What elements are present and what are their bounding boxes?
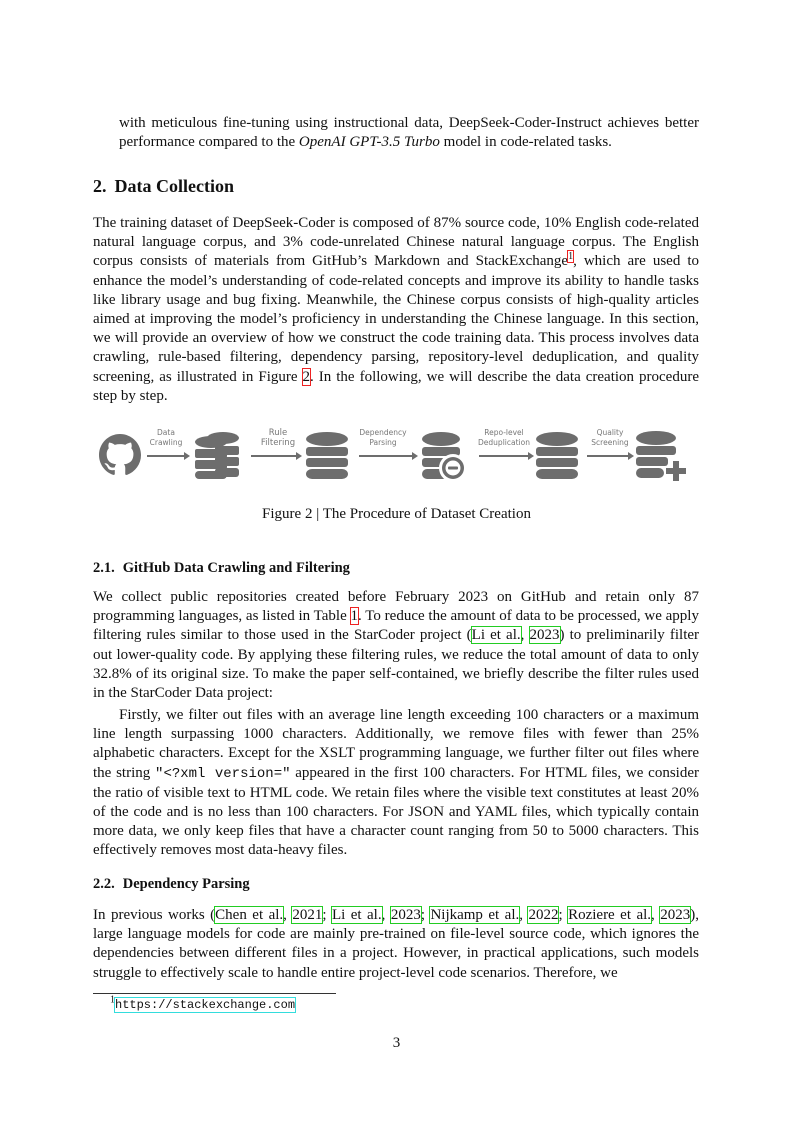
- database-plus-icon: [635, 430, 691, 482]
- citation-link[interactable]: Li et al.: [471, 627, 521, 644]
- figure-link[interactable]: 2: [302, 368, 311, 385]
- step-label-data-crawling: Data Crawling: [149, 428, 183, 447]
- footnote: $^1$https://stackexchange.com: [110, 994, 296, 1012]
- citation-link[interactable]: Li et al.: [331, 907, 382, 923]
- citation-year-link[interactable]: 2022: [528, 907, 559, 923]
- step-label-dependency-parsing: Dependency Parsing: [359, 428, 407, 447]
- arrow-icon: [587, 455, 631, 457]
- footnote-link[interactable]: 1: [568, 251, 574, 263]
- model-name: OpenAI GPT-3.5 Turbo: [298, 134, 440, 151]
- github-crawling-paragraph: We collect public repositories created before February 2023 on GitHub and retain only 87 programming languages, as listed in Table 1. To reduce the amount of data to be processed, we apply filtering rules similar to those used in the StarCoder project (Li et al., 2023) to preliminarily filter out lower-quality code. By applying these filtering rules, we reduce the total amount of data to only 32.8% of its original size. To make the paper self-contained, we briefly describe the filter rules used in the StarCoder Data project:: [93, 589, 700, 702]
- dependency-parsing-paragraph: In previous works (Chen et al., 2021; Li et al., 2023; Nijkamp et al., 2022; Roziere et al., 2023), large language models for code are mainly pre-trained on file-level source code, which ignores the dependencies between different files in a project. However, in practical applications, such models struggle to effectively scale to handle entire project-level code scenarios. Therefore, we: [93, 907, 699, 981]
- citation-link[interactable]: Roziere et al.: [568, 907, 652, 923]
- database-icon: [535, 432, 579, 480]
- section-heading-data-collection: 2. Data Collection: [93, 176, 234, 196]
- step-label-repo-level-deduplication: Repo-level Deduplication: [478, 428, 530, 447]
- citation-year-link[interactable]: 2023: [529, 627, 560, 644]
- footnote-url-link[interactable]: https://stackexchange.com: [115, 998, 296, 1012]
- dataset-procedure-figure: [93, 420, 699, 490]
- citation-year-link[interactable]: 2021: [292, 907, 323, 923]
- code-snippet: "<?xml version=": [155, 765, 291, 782]
- citation-link[interactable]: Nijkamp et al.: [430, 907, 520, 923]
- arrow-icon: [479, 455, 531, 457]
- page-number: 3: [392, 1035, 401, 1051]
- filter-rules-paragraph: Firstly, we filter out files with an average line length exceeding 100 characters or a maximum line length surpassing 1000 characters. Additionally, we remove files with fewer than 25% alphabetic characters. Except for the XSLT programming language, we further filter out files where the string "<?xml version=" appeared in the first 100 characters. For HTML files, we consider the ratio of visible text to HTML code. We retain files where the visible text constitutes at least 20% of the code and is no less than 100 characters. For JSON and YAML files, which typically contain more data, we only keep files that have a character count ranging from 50 to 5000 characters. This effectively removes most data-heavy files.: [93, 707, 699, 859]
- footnote-divider: [93, 993, 336, 994]
- figure-caption: Figure 2 | The Procedure of Dataset Creation: [262, 506, 531, 522]
- database-minus-icon: [421, 432, 471, 484]
- citation-year-link[interactable]: 2023: [660, 907, 691, 923]
- database-stack-icon: [193, 430, 243, 480]
- table-link[interactable]: 1: [350, 608, 359, 625]
- step-label-rule-filtering: Rule Filtering: [260, 428, 296, 448]
- arrow-icon: [359, 455, 415, 457]
- database-icon: [305, 432, 349, 480]
- arrow-icon: [251, 455, 299, 457]
- citation-year-link[interactable]: 2023: [390, 907, 421, 923]
- step-label-quality-screening: Quality Screening: [591, 428, 629, 447]
- citation-link[interactable]: Chen et al.: [215, 907, 284, 923]
- section-heading-github-crawling: 2.1. GitHub Data Crawling and Filtering: [93, 560, 350, 576]
- github-icon: [99, 434, 141, 476]
- arrow-icon: [147, 455, 187, 457]
- intro-paragraph: with meticulous fine-tuning using instructional data, DeepSeek-Coder-Instruct achieves better performance compared to the OpenAI GPT-3.5 Turbo model in code-related tasks.: [119, 115, 699, 151]
- data-collection-paragraph: The training dataset of DeepSeek-Coder is composed of 87% source code, 10% English code-related natural language corpus, and 3% code-unrelated Chinese natural language corpus. The English corpus consists of materials from GitHub’s Markdown and StackExchange$^1$, which are used to enhance the model’s understanding of code-related concepts and improve its ability to handle tasks like library usage and bug fixing. Meanwhile, the Chinese corpus consists of high-quality articles aimed at improving the model’s proficiency in understanding the Chinese language. In this section, we will provide an overview of how we construct the code training data. This process involves data crawling, rule-based filtering, dependency parsing, repository-level deduplication, and quality screening, as illustrated in Figure 2. In the following, we will describe the data creation procedure step by step.: [93, 215, 699, 404]
- section-heading-dependency-parsing: 2.2. Dependency Parsing: [93, 876, 250, 892]
